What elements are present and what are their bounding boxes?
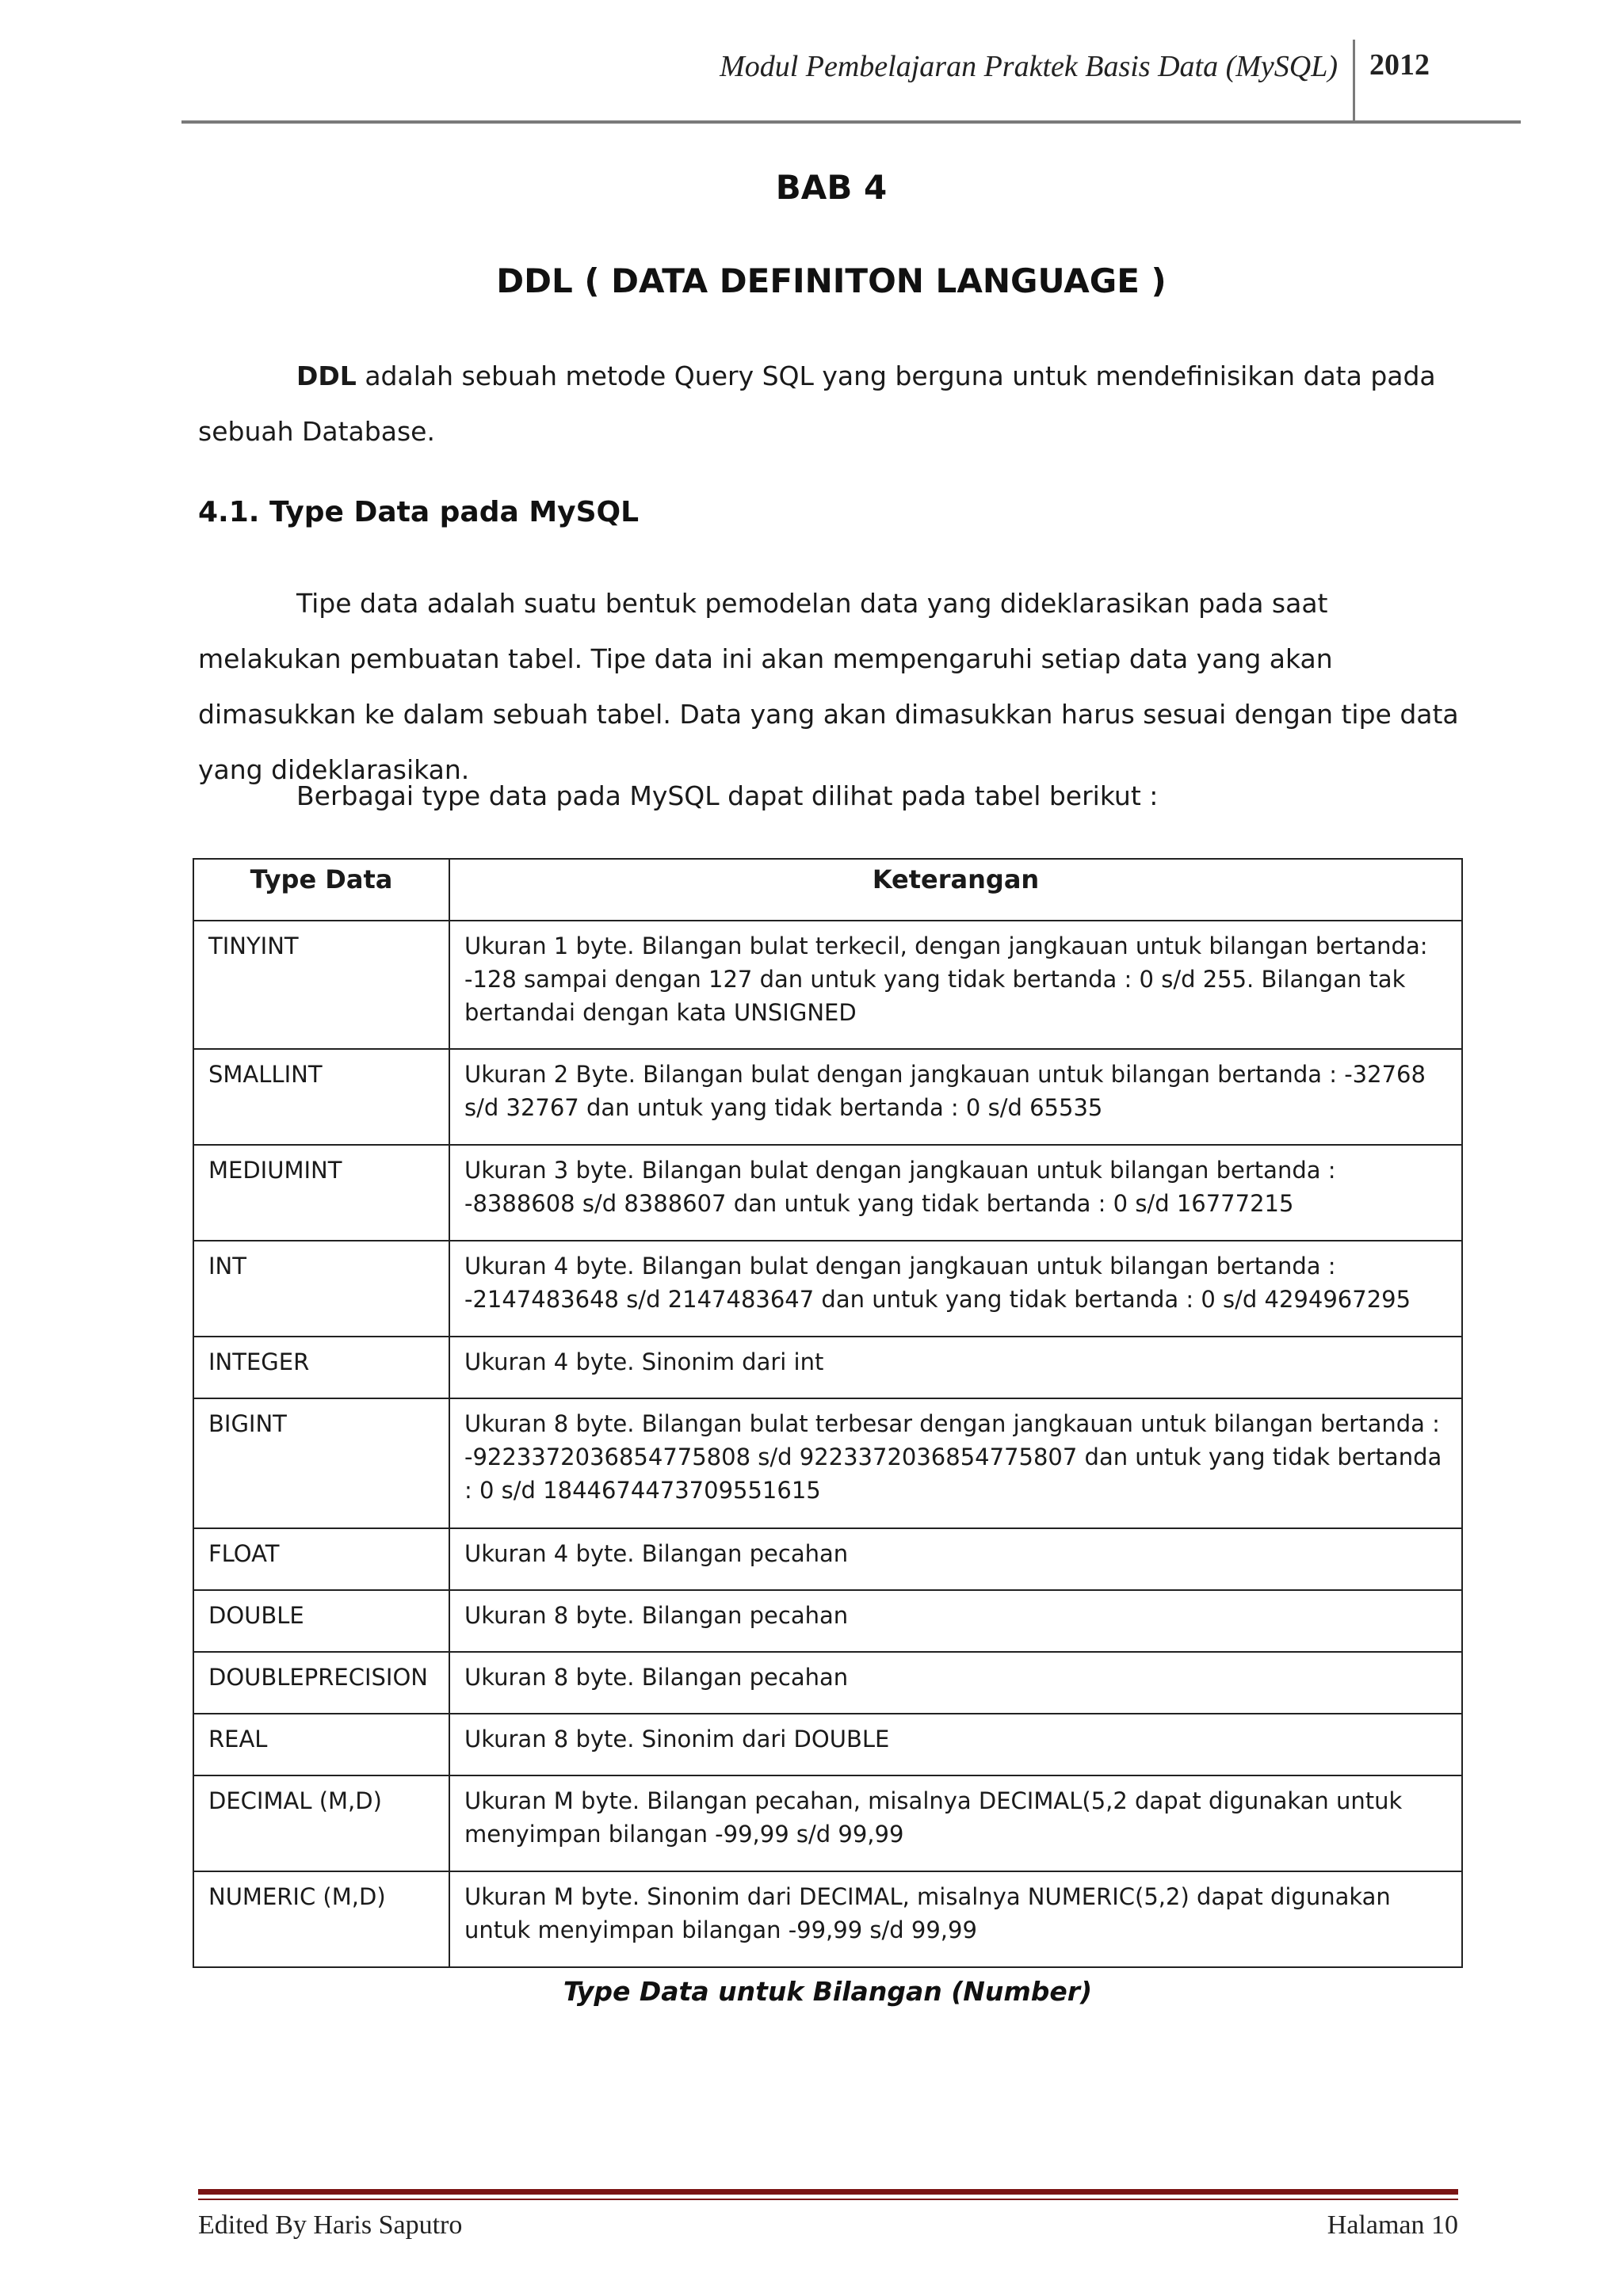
desc-cell: Ukuran 4 byte. Bilangan bulat dengan jangkauan untuk bilangan bertanda : -2147483648 s/d 2147483647 dan untuk yang tidak bertanda : 0 s/d 4294967295 [449, 1241, 1462, 1337]
table-row [193, 1775, 1462, 1871]
desc-cell: Ukuran 4 byte. Bilangan pecahan [449, 1528, 1462, 1590]
header-year: 2012 [1369, 48, 1430, 82]
intro-paragraph [198, 349, 1466, 460]
table-row [193, 1652, 1462, 1714]
table-header-row [193, 859, 1462, 921]
type-cell: NUMERIC (M,D) [193, 1871, 449, 1967]
table-row [193, 1049, 1462, 1145]
type-cell: REAL [193, 1714, 449, 1775]
footer-rule [198, 2189, 1458, 2195]
table-row [193, 1398, 1462, 1528]
header-title: Modul Pembelajaran Praktek Basis Data (MySQL) [720, 50, 1338, 83]
type-cell: SMALLINT [193, 1049, 449, 1145]
footer-rule-thin [198, 2199, 1458, 2200]
intro-lead: DDL [296, 360, 357, 391]
table-row [193, 1528, 1462, 1590]
table-row [193, 1590, 1462, 1652]
section-paragraph [198, 576, 1466, 798]
header-rule [181, 120, 1521, 124]
table-row [193, 1337, 1462, 1398]
table-row [193, 1714, 1462, 1775]
intro-text: adalah sebuah metode Query SQL yang berguna untuk mendefinisikan data pada sebuah Database. [198, 360, 1436, 447]
table-row [193, 1241, 1462, 1337]
desc-cell: Ukuran 8 byte. Bilangan pecahan [449, 1652, 1462, 1714]
section-paragraph-text: Tipe data adalah suatu bentuk pemodelan data yang dideklarasikan pada saat melakukan pembuatan tabel. Tipe data ini akan mempengaruhi setiap data yang akan dimasukkan ke dalam sebuah tabel. Data yang akan dimasukkan harus sesuai dengan tipe data yang dideklarasikan. [198, 588, 1459, 785]
desc-cell: Ukuran 3 byte. Bilangan bulat dengan jangkauan untuk bilangan bertanda : -8388608 s/d 8388607 dan untuk yang tidak bertanda : 0 s/d 16777215 [449, 1145, 1462, 1241]
desc-cell: Ukuran M byte. Sinonim dari DECIMAL, misalnya NUMERIC(5,2) dapat digunakan untuk menyimpan bilangan -99,99 s/d 99,99 [449, 1871, 1462, 1967]
table-caption: Type Data untuk Bilangan (Number) [563, 1976, 1093, 2007]
type-cell: MEDIUMINT [193, 1145, 449, 1241]
type-cell: TINYINT [193, 921, 449, 1049]
type-cell: INTEGER [193, 1337, 449, 1398]
page-header [0, 0, 1623, 127]
table-row [193, 921, 1462, 1049]
chapter-title: DDL ( DATA DEFINITON LANGUAGE ) [496, 261, 1167, 300]
header-keterangan: Keterangan [449, 859, 1462, 921]
header-type-data: Type Data [193, 859, 449, 921]
type-cell: BIGINT [193, 1398, 449, 1528]
footer-page-number: Halaman 10 [1327, 2210, 1458, 2240]
desc-cell: Ukuran M byte. Bilangan pecahan, misalnya DECIMAL(5,2 dapat digunakan untuk menyimpan bilangan -99,99 s/d 99,99 [449, 1775, 1462, 1871]
footer-editor: Edited By Haris Saputro [198, 2210, 463, 2240]
type-cell: FLOAT [193, 1528, 449, 1590]
table-intro [198, 769, 1466, 824]
desc-cell: Ukuran 4 byte. Sinonim dari int [449, 1337, 1462, 1398]
desc-cell: Ukuran 8 byte. Bilangan pecahan [449, 1590, 1462, 1652]
data-type-table [193, 858, 1463, 1968]
chapter-number: BAB 4 [775, 168, 888, 207]
type-cell: DOUBLEPRECISION [193, 1652, 449, 1714]
type-cell: INT [193, 1241, 449, 1337]
type-cell: DOUBLE [193, 1590, 449, 1652]
desc-cell: Ukuran 8 byte. Sinonim dari DOUBLE [449, 1714, 1462, 1775]
type-cell: DECIMAL (M,D) [193, 1775, 449, 1871]
desc-cell: Ukuran 8 byte. Bilangan bulat terbesar dengan jangkauan untuk bilangan bertanda : -9223372036854775808 s/d 9223372036854775807 dan untuk yang tidak bertanda : 0 s/d 1844674473709551615 [449, 1398, 1462, 1528]
table-row [193, 1145, 1462, 1241]
desc-cell: Ukuran 2 Byte. Bilangan bulat dengan jangkauan untuk bilangan bertanda : -32768 s/d 32767 dan untuk yang tidak bertanda : 0 s/d 65535 [449, 1049, 1462, 1145]
section-title: 4.1. Type Data pada MySQL [198, 496, 640, 528]
table-row [193, 1871, 1462, 1967]
table-intro-text: Berbagai type data pada MySQL dapat dilihat pada tabel berikut : [296, 780, 1159, 811]
header-divider [1353, 40, 1355, 121]
desc-cell: Ukuran 1 byte. Bilangan bulat terkecil, dengan jangkauan untuk bilangan bertanda: -128 sampai dengan 127 dan untuk yang tidak bertanda : 0 s/d 255. Bilangan tak bertandai dengan kata UNSIGNED [449, 921, 1462, 1049]
